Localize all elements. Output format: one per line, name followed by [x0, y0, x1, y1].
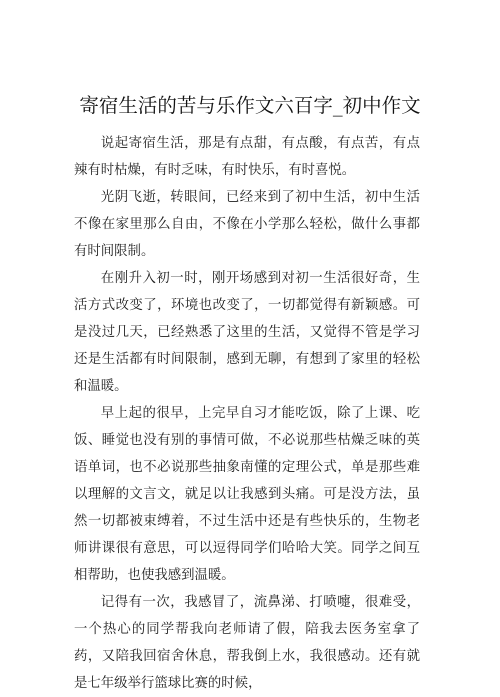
paragraph: 说起寄宿生活，那是有点甜，有点酸，有点苦，有点辣有时枯燥，有时乏味，有时快乐，有时喜悦。: [74, 136, 420, 178]
paragraph: 在刚升入初一时，刚开场感到对初一生活很好奇，生活方式改变了，环境也改变了，一切都觉得有新颖感。可是没过几天，已经熟悉了这里的生活，又觉得不管是学习还是生活都有时间限制，感到无聊，有想到了家里的轻松和温暖。: [74, 271, 420, 394]
document-title: 寄宿生活的苦与乐作文六百字_初中作文: [79, 94, 421, 117]
paragraph: 记得有一次，我感冒了，流鼻涕、打喷嚏，很难受，一个热心的同学帮我向老师请了假，陪我去医务室拿了药，又陪我回宿舍休息，帮我倒上水，我很感动。还有就是七年级举行篮球比赛的时候，: [74, 595, 420, 691]
paragraph: 光阴飞逝，转眼间，已经来到了初中生活，初中生活不像在家里那么自由，不像在小学那么轻松，做什么事都有时间限制。: [74, 190, 420, 259]
document-body: [74, 130, 420, 697]
paragraph: 早上起的很早，上完早自习才能吃饭，除了上课、吃饭、睡觉也没有别的事情可做，不必说那些枯燥乏味的英语单词，也不必说那些抽象南懂的定理公式，单是那些难以理解的文言文，就足以让我感到头痛。可是没方法，虽然一切都被束缚着，不过生活中还是有些快乐的，生物老师讲课很有意思，可以逗得同学们哈哈大笑。同学之间互相帮助，也使我感到温暖。: [74, 406, 420, 583]
